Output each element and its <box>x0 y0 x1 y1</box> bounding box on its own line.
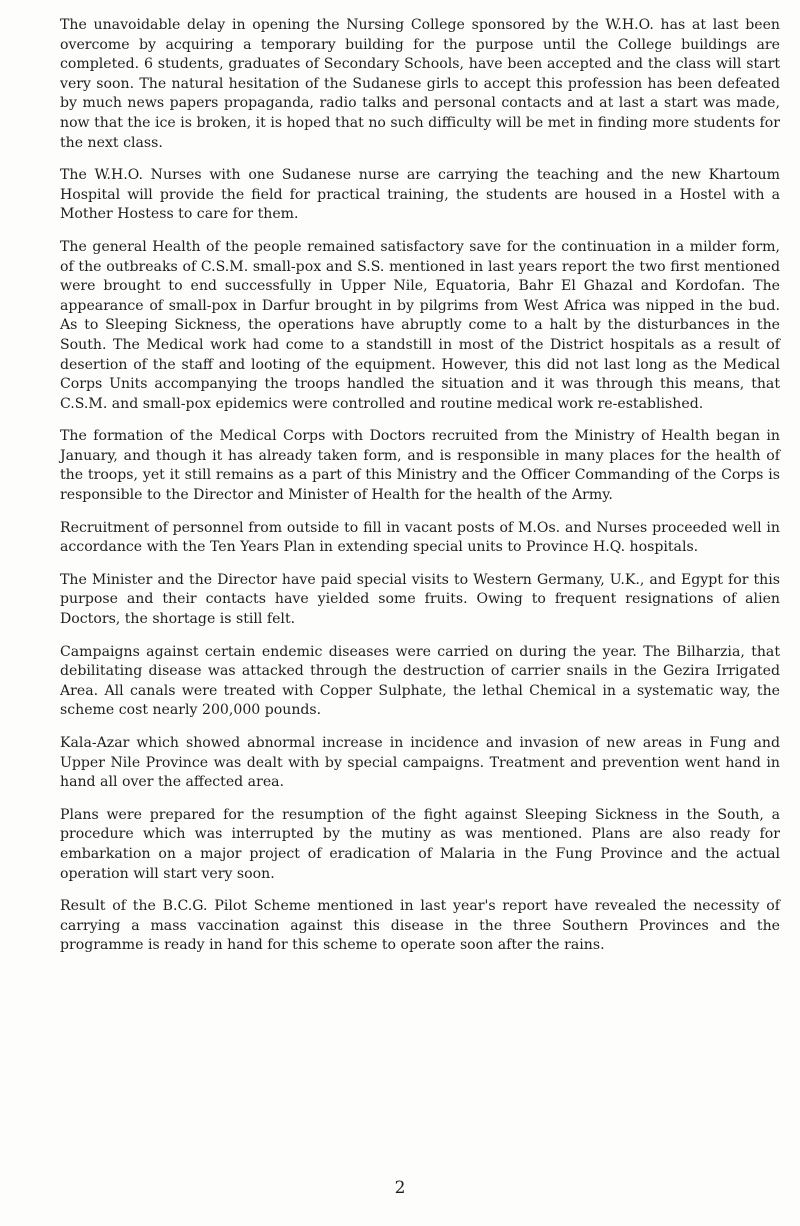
paragraph-recruitment: Recruitment of personnel from outside to fill in vacant posts of M.Os. and Nurses proceeded well in accordance with the Ten Years Plan in extending special units to Province H.Q. hospitals. <box>60 519 780 556</box>
paragraph-nursing-college: The unavoidable delay in opening the Nursing College sponsored by the W.H.O. has at last been overcome by acquiring a temporary building for the purpose until the College buildings are completed. 6 students, graduates of Secondary Schools, have been accepted and the class will start very soon. The natural hesitation of the Sudanese girls to accept this profession has been defeated by much news papers propaganda, radio talks and personal contacts and at last a start was made, now that the ice is broken, it is hoped that no such difficulty will be met in finding more students for the next class. <box>60 17 780 151</box>
paragraph-who-nurses: The W.H.O. Nurses with one Sudanese nurse are carrying the teaching and the new Khartoum Hospital will provide the field for practical training, the students are housed in a Hostel with a Mother Hostess to care for them. <box>60 167 780 223</box>
paragraph-sleeping-sickness-malaria: Plans were prepared for the resumption of the fight against Sleeping Sickness in the South, a procedure which was interrupted by the mutiny as was mentioned. Plans are also ready for embarkation on a major project of eradication of Malaria in the Fung Province and the actual operation will start very soon. <box>60 806 780 882</box>
paragraph-medical-corps: The formation of the Medical Corps with Doctors recruited from the Ministry of Health began in January, and though it has already taken form, and is responsible in many places for the health of the troops, yet it still remains as a part of this Ministry and the Officer Commanding of the Corps is responsible to the Director and Minister of Health for the health of the Army. <box>60 428 780 504</box>
page-number: 2 <box>394 1178 406 1198</box>
paragraph-bilharzia-campaign: Campaigns against certain endemic diseases were carried on during the year. The Bilharzia, that debilitating disease was attacked through the destruction of carrier snails in the Gezira Irrigated Area. All canals were treated with Copper Sulphate, the lethal Chemical in a systematic way, the scheme cost nearly 200,000 pounds. <box>60 643 780 719</box>
paragraph-minister-visits: The Minister and the Director have paid special visits to Western Germany, U.K., and Egypt for this purpose and their contacts have yielded some fruits. Owing to frequent resignations of alien Doctors, the shortage is still felt. <box>60 571 780 628</box>
paragraph-bcg-scheme: Result of the B.C.G. Pilot Scheme mentioned in last year's report have revealed the necessity of carrying a mass vaccination against this disease in the three Southern Provinces and the programme is ready in hand for this scheme to operate soon after the rains. <box>60 898 780 954</box>
paragraph-kala-azar: Kala-Azar which showed abnormal increase in incidence and invasion of new areas in Fung and Upper Nile Province was dealt with by special campaigns. Treatment and prevention went hand in hand all over the affected area. <box>60 735 780 791</box>
document-body <box>60 16 780 969</box>
paragraph-general-health: The general Health of the people remained satisfactory save for the continuation in a milder form, of the outbreaks of C.S.M. small-pox and S.S. mentioned in last years report the two first mentioned were brought to end successfully in Upper Nile, Equatoria, Bahr El Ghazal and Kordofan. The appearance of small-pox in Darfur brought in by pilgrims from West Africa was nipped in the bud. As to Sleeping Sickness, the operations have abruptly come to a halt by the disturbances in the South. The Medical work had come to a standstill in most of the District hospitals as a result of desertion of the staff and looting of the equipment. However, this did not last long as the Medical Corps Units accompanying the troops handled the situation and it was through this means, that C.S.M. and small-pox epidemics were controlled and routine medical work re-established. <box>60 238 780 412</box>
